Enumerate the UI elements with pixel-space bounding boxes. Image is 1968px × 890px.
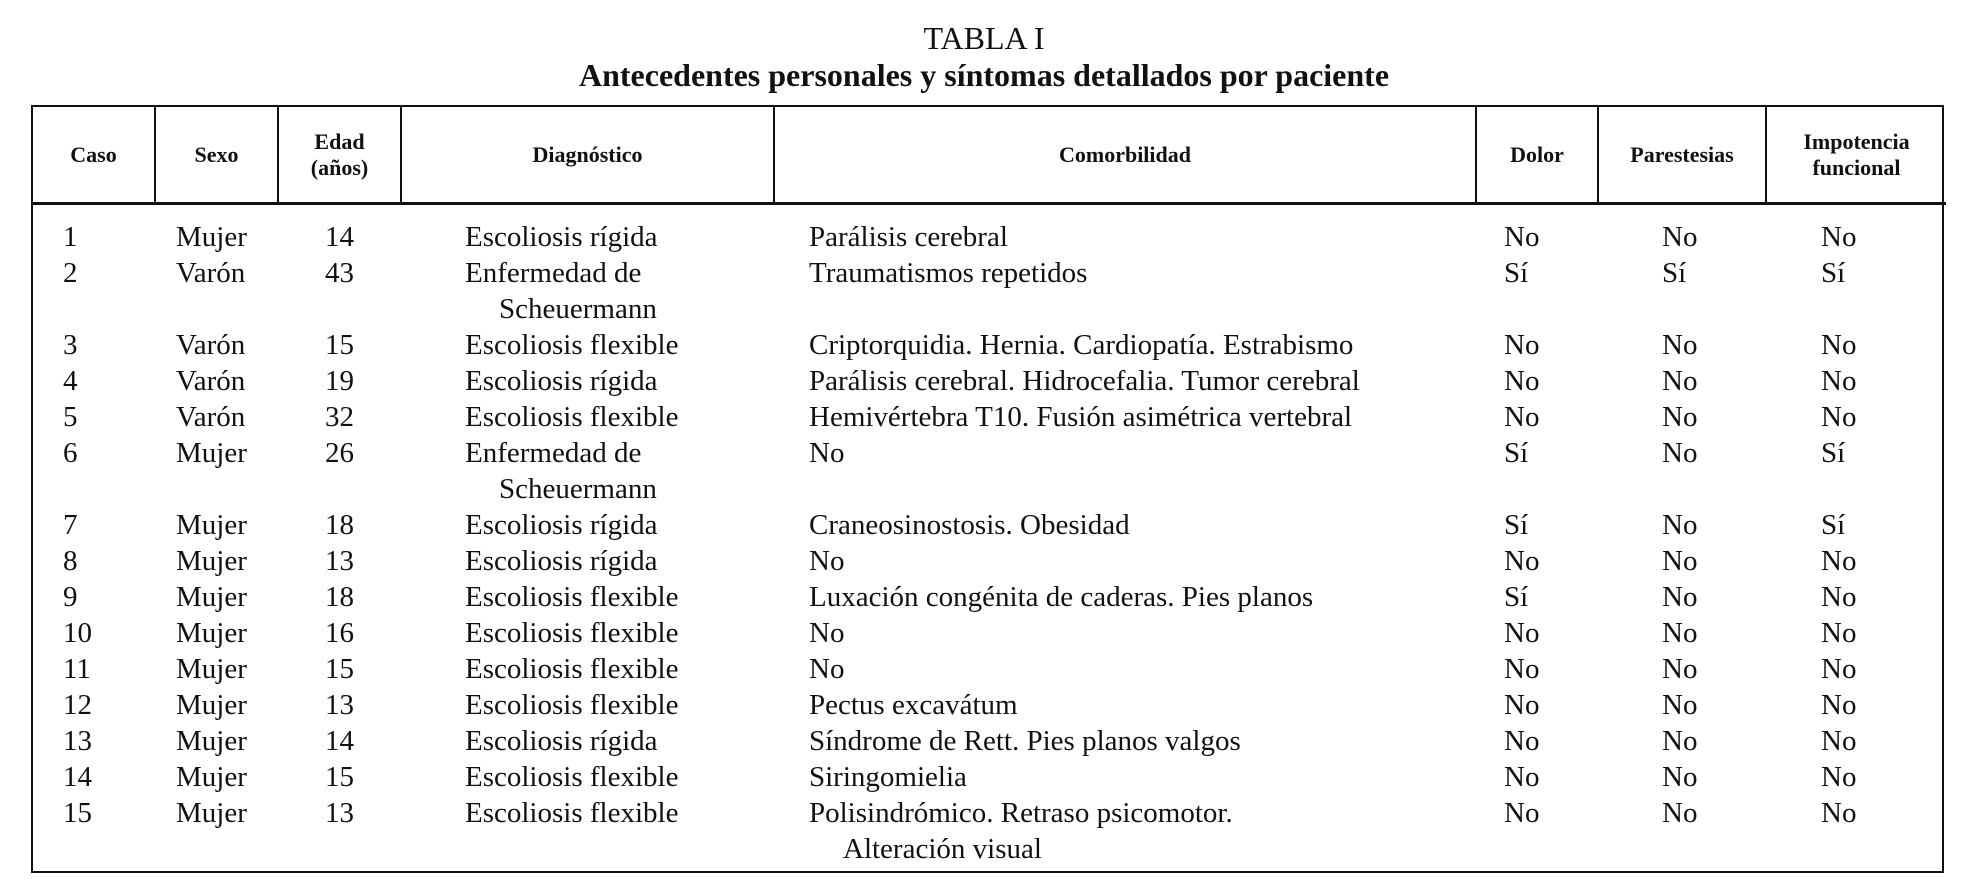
- cell-impotencia: Sí: [1821, 257, 1846, 289]
- cell-diagnostico-line1: Escoliosis rígida: [465, 545, 658, 577]
- cell-impotencia: No: [1821, 545, 1857, 577]
- cell-comorbilidad: [774, 723, 1476, 759]
- cell-caso: 11: [63, 653, 91, 685]
- cell-parestesias: No: [1662, 329, 1698, 361]
- table-row: [33, 255, 1946, 327]
- table-row: [33, 759, 1946, 795]
- cell-parestesias: No: [1662, 797, 1698, 829]
- cell-sexo: Mujer: [176, 509, 247, 541]
- data-table-frame: [31, 105, 1944, 873]
- cell-comorbilidad: [774, 255, 1476, 327]
- cell-edad: 16: [325, 617, 354, 649]
- cell-parestesias: No: [1662, 365, 1698, 397]
- cell-dolor: No: [1504, 797, 1540, 829]
- cell-comorbilidad-line1: Hemivértebra T10. Fusión asimétrica vertebral: [809, 401, 1353, 433]
- header-sexo: Sexo: [155, 107, 278, 204]
- cell-sexo: Mujer: [176, 221, 247, 253]
- cell-comorbilidad-line1: Siringomielia: [809, 761, 967, 793]
- cell-sexo: Mujer: [176, 437, 247, 469]
- cell-diagnostico: [401, 543, 774, 579]
- header-edad: Edad (años): [278, 107, 401, 204]
- cell-impotencia: No: [1821, 581, 1857, 613]
- cell-dolor: No: [1504, 653, 1540, 685]
- table-row: [33, 507, 1946, 543]
- cell-parestesias: No: [1662, 725, 1698, 757]
- cell-dolor: No: [1504, 329, 1540, 361]
- cell-impotencia: No: [1821, 761, 1857, 793]
- cell-dolor: Sí: [1504, 581, 1529, 613]
- cell-impotencia: No: [1821, 221, 1857, 253]
- cell-sexo: Mujer: [176, 761, 247, 793]
- header-diagnostico: Diagnóstico: [401, 107, 774, 204]
- cell-diagnostico-line1: Escoliosis flexible: [465, 689, 679, 721]
- cell-sexo: Mujer: [176, 725, 247, 757]
- cell-edad: 26: [325, 437, 354, 469]
- cell-comorbilidad-line1: Síndrome de Rett. Pies planos valgos: [809, 725, 1241, 757]
- cell-caso: 5: [63, 401, 78, 433]
- table-row: [33, 204, 1946, 256]
- cell-diagnostico: [401, 651, 774, 687]
- cell-diagnostico: [401, 687, 774, 723]
- cell-caso: 15: [63, 797, 92, 829]
- cell-comorbilidad-line1: No: [809, 653, 845, 685]
- cell-comorbilidad: [774, 615, 1476, 651]
- cell-sexo: Varón: [176, 329, 246, 361]
- cell-diagnostico-line1: Escoliosis rígida: [465, 365, 658, 397]
- cell-comorbilidad: [774, 435, 1476, 507]
- cell-comorbilidad-line1: Traumatismos repetidos: [809, 257, 1088, 289]
- cell-diagnostico: [401, 363, 774, 399]
- cell-diagnostico-line1: Escoliosis flexible: [465, 581, 679, 613]
- cell-diagnostico-line1: Enfermedad de: [465, 437, 642, 469]
- cell-comorbilidad-line1: Parálisis cerebral: [809, 221, 1008, 253]
- cell-edad: 13: [325, 689, 354, 721]
- cell-impotencia: No: [1821, 653, 1857, 685]
- cell-parestesias: No: [1662, 437, 1698, 469]
- cell-diagnostico-line1: Escoliosis flexible: [465, 797, 679, 829]
- cell-sexo: Mujer: [176, 545, 247, 577]
- header-dolor: Dolor: [1476, 107, 1598, 204]
- cell-comorbilidad-line2: Alteración visual: [843, 833, 1042, 865]
- cell-edad: 19: [325, 365, 354, 397]
- table-row: [33, 363, 1946, 399]
- cell-comorbilidad-line1: Craneosinostosis. Obesidad: [809, 509, 1130, 541]
- table-row: [33, 399, 1946, 435]
- cell-sexo: Varón: [176, 257, 246, 289]
- table-row: [33, 651, 1946, 687]
- cell-comorbilidad: [774, 543, 1476, 579]
- table-row: [33, 435, 1946, 507]
- cell-caso: 4: [63, 365, 78, 397]
- patient-table: [33, 107, 1946, 867]
- cell-caso: 14: [63, 761, 92, 793]
- cell-edad: 15: [325, 761, 354, 793]
- cell-sexo: Mujer: [176, 797, 247, 829]
- cell-diagnostico-line1: Escoliosis rígida: [465, 725, 658, 757]
- cell-diagnostico: [401, 435, 774, 507]
- cell-impotencia: Sí: [1821, 437, 1846, 469]
- cell-dolor: No: [1504, 725, 1540, 757]
- table-row: [33, 723, 1946, 759]
- cell-dolor: No: [1504, 545, 1540, 577]
- cell-comorbilidad-line1: No: [809, 617, 845, 649]
- cell-sexo: Varón: [176, 365, 246, 397]
- cell-comorbilidad-line1: Polisindrómico. Retraso psicomotor.: [809, 797, 1233, 829]
- cell-diagnostico: [401, 399, 774, 435]
- cell-diagnostico-line1: Escoliosis flexible: [465, 653, 679, 685]
- table-row: [33, 687, 1946, 723]
- cell-parestesias: No: [1662, 617, 1698, 649]
- table-row: [33, 579, 1946, 615]
- cell-impotencia: No: [1821, 365, 1857, 397]
- cell-sexo: Mujer: [176, 653, 247, 685]
- cell-caso: 1: [63, 221, 78, 253]
- cell-edad: 18: [325, 509, 354, 541]
- cell-dolor: No: [1504, 689, 1540, 721]
- cell-parestesias: No: [1662, 509, 1698, 541]
- cell-caso: 3: [63, 329, 78, 361]
- cell-comorbilidad: [774, 651, 1476, 687]
- cell-comorbilidad: [774, 204, 1476, 256]
- cell-caso: 9: [63, 581, 78, 613]
- cell-caso: 7: [63, 509, 78, 541]
- table-label: TABLA I: [923, 20, 1045, 56]
- cell-comorbilidad: [774, 327, 1476, 363]
- table-title: Antecedentes personales y síntomas detallados por paciente: [578, 57, 1390, 93]
- cell-comorbilidad-line1: Parálisis cerebral. Hidrocefalia. Tumor cerebral: [809, 365, 1360, 397]
- cell-diagnostico-line1: Escoliosis rígida: [465, 509, 658, 541]
- table-row: [33, 795, 1946, 867]
- cell-parestesias: No: [1662, 401, 1698, 433]
- header-caso: Caso: [33, 107, 155, 204]
- cell-diagnostico-line1: Escoliosis rígida: [465, 221, 658, 253]
- cell-parestesias: No: [1662, 653, 1698, 685]
- cell-edad: 14: [325, 725, 354, 757]
- cell-impotencia: No: [1821, 329, 1857, 361]
- cell-edad: 15: [325, 653, 354, 685]
- cell-edad: 13: [325, 797, 354, 829]
- cell-comorbilidad-line1: Pectus excavátum: [809, 689, 1018, 721]
- cell-diagnostico-line1: Escoliosis flexible: [465, 761, 679, 793]
- cell-edad: 43: [325, 257, 354, 289]
- cell-impotencia: No: [1821, 725, 1857, 757]
- cell-parestesias: No: [1662, 689, 1698, 721]
- cell-diagnostico: [401, 255, 774, 327]
- cell-comorbilidad: [774, 507, 1476, 543]
- cell-comorbilidad: [774, 399, 1476, 435]
- cell-sexo: Varón: [176, 401, 246, 433]
- cell-parestesias: No: [1662, 545, 1698, 577]
- cell-dolor: No: [1504, 617, 1540, 649]
- cell-diagnostico-line1: Escoliosis flexible: [465, 617, 679, 649]
- cell-comorbilidad-line1: No: [809, 437, 845, 469]
- cell-parestesias: Sí: [1662, 257, 1687, 289]
- cell-caso: 10: [63, 617, 92, 649]
- cell-diagnostico-line1: Escoliosis flexible: [465, 329, 679, 361]
- cell-edad: 14: [325, 221, 354, 253]
- cell-diagnostico-line2: Scheuermann: [499, 473, 657, 505]
- header-impotencia: Impotencia funcional: [1766, 107, 1946, 204]
- cell-parestesias: No: [1662, 761, 1698, 793]
- cell-impotencia: No: [1821, 797, 1857, 829]
- cell-caso: 8: [63, 545, 78, 577]
- cell-diagnostico: [401, 327, 774, 363]
- cell-sexo: Mujer: [176, 581, 247, 613]
- cell-comorbilidad-line1: Luxación congénita de caderas. Pies planos: [809, 581, 1314, 613]
- cell-comorbilidad-line1: No: [809, 545, 845, 577]
- cell-comorbilidad: [774, 579, 1476, 615]
- cell-sexo: Mujer: [176, 617, 247, 649]
- cell-impotencia: Sí: [1821, 509, 1846, 541]
- cell-diagnostico: [401, 723, 774, 759]
- cell-caso: 6: [63, 437, 78, 469]
- cell-impotencia: No: [1821, 401, 1857, 433]
- cell-diagnostico: [401, 204, 774, 256]
- cell-diagnostico-line1: Escoliosis flexible: [465, 401, 679, 433]
- cell-comorbilidad: [774, 759, 1476, 795]
- cell-caso: 13: [63, 725, 92, 757]
- cell-diagnostico-line2: Scheuermann: [499, 293, 657, 325]
- table-row: [33, 327, 1946, 363]
- cell-sexo: Mujer: [176, 689, 247, 721]
- table-row: [33, 543, 1946, 579]
- cell-dolor: No: [1504, 221, 1540, 253]
- header-row: [33, 107, 1946, 204]
- cell-comorbilidad: [774, 363, 1476, 399]
- cell-dolor: No: [1504, 401, 1540, 433]
- cell-diagnostico: [401, 615, 774, 651]
- header-parestesias: Parestesias: [1598, 107, 1766, 204]
- cell-diagnostico: [401, 507, 774, 543]
- cell-parestesias: No: [1662, 581, 1698, 613]
- cell-comorbilidad: [774, 795, 1476, 867]
- cell-dolor: Sí: [1504, 509, 1529, 541]
- cell-diagnostico: [401, 579, 774, 615]
- cell-impotencia: No: [1821, 617, 1857, 649]
- cell-diagnostico: [401, 759, 774, 795]
- cell-dolor: Sí: [1504, 257, 1529, 289]
- cell-comorbilidad-line1: Criptorquidia. Hernia. Cardiopatía. Estrabismo: [809, 329, 1354, 361]
- cell-dolor: No: [1504, 365, 1540, 397]
- cell-edad: 13: [325, 545, 354, 577]
- cell-edad: 15: [325, 329, 354, 361]
- cell-caso: 2: [63, 257, 78, 289]
- cell-edad: 32: [325, 401, 354, 433]
- cell-parestesias: No: [1662, 221, 1698, 253]
- table-body: [33, 204, 1946, 868]
- cell-diagnostico: [401, 795, 774, 867]
- cell-impotencia: No: [1821, 689, 1857, 721]
- cell-diagnostico-line1: Enfermedad de: [465, 257, 642, 289]
- cell-comorbilidad: [774, 687, 1476, 723]
- cell-dolor: Sí: [1504, 437, 1529, 469]
- cell-caso: 12: [63, 689, 92, 721]
- cell-edad: 18: [325, 581, 354, 613]
- header-comorbilidad: Comorbilidad: [774, 107, 1476, 204]
- cell-dolor: No: [1504, 761, 1540, 793]
- table-row: [33, 615, 1946, 651]
